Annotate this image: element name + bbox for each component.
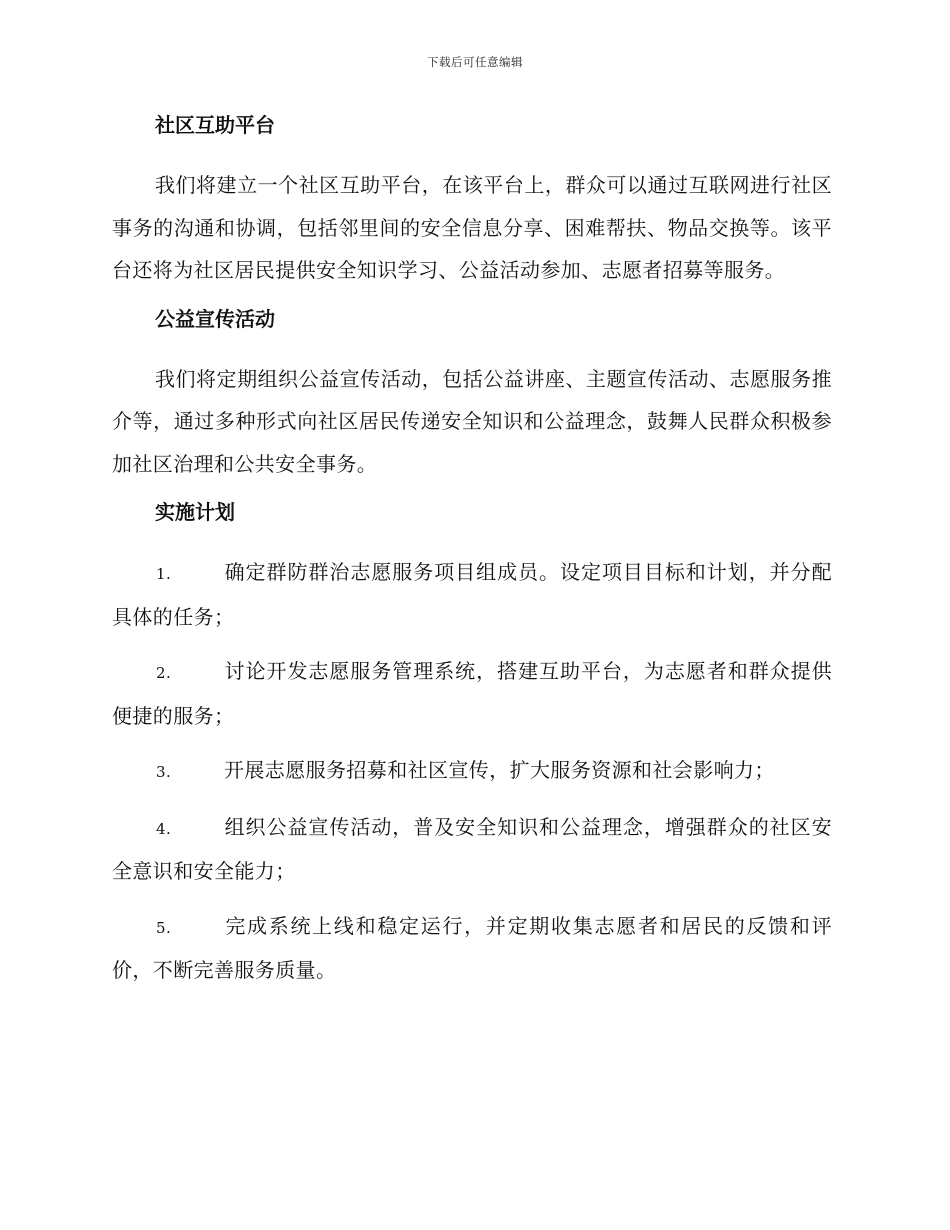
plan-item-text: 组织公益宣传活动，普及安全知识和公益理念，增强群众的社区安全意识和安全能力；	[112, 814, 832, 883]
plan-item-text: 确定群防群治志愿服务项目组成员。设定项目目标和计划，并分配具体的任务；	[112, 560, 832, 629]
implementation-plan-list	[112, 551, 832, 992]
plan-item-number: 5.	[156, 918, 172, 937]
plan-item-text: 完成系统上线和稳定运行，并定期收集志愿者和居民的反馈和评价，不断完善服务质量。	[112, 913, 832, 982]
plan-item	[112, 551, 832, 638]
plan-item-number: 3.	[156, 763, 172, 781]
plan-item-text: 讨论开发志愿服务管理系统，搭建互助平台，为志愿者和群众提供便捷的服务；	[112, 659, 832, 728]
plan-item	[112, 749, 832, 794]
section-heading-implementation-plan: 实施计划	[155, 500, 235, 524]
plan-item-number: 1.	[156, 565, 172, 583]
document-body	[112, 110, 832, 1004]
plan-item-number: 2.	[156, 664, 172, 682]
plan-item	[112, 650, 832, 737]
section-paragraph-community-platform: 我们将建立一个社区互助平台，在该平台上，群众可以通过互联网进行社区事务的沟通和协调，包括邻里间的安全信息分享、困难帮扶、物品交换等。该平台还将为社区居民提供安全知识学习、公益活动参加、志愿者招募等服务。	[112, 173, 832, 282]
page-header-note: 下载后可任意编辑	[427, 55, 523, 69]
plan-item	[112, 905, 832, 992]
plan-item-number: 4.	[156, 819, 172, 838]
plan-item	[112, 806, 832, 893]
section-paragraph-public-welfare: 我们将定期组织公益宣传活动，包括公益讲座、主题宣传活动、志愿服务推介等，通过多种形式向社区居民传递安全知识和公益理念，鼓舞人民群众积极参加社区治理和公共安全事务。	[112, 366, 832, 476]
plan-item-text: 开展志愿服务招募和社区宣传，扩大服务资源和社会影响力；	[224, 758, 775, 782]
section-heading-public-welfare: 公益宣传活动	[155, 306, 275, 331]
section-heading-community-platform: 社区互助平台	[155, 113, 275, 137]
